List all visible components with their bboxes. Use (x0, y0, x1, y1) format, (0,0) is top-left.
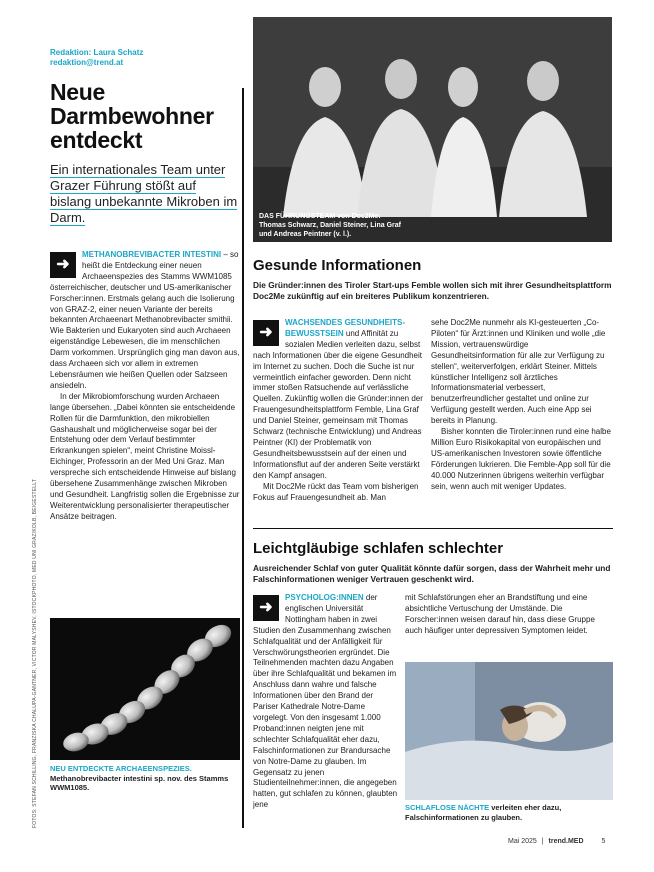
article3-col2: mit Schlafstörungen eher an Brandstiftung und eine absichtliche Vertuschung der Umstände. Die Forscher:innen weisen darauf hin, dass diese Gruppe auch häufiger unter depressiven Symptomen leidet. (405, 593, 595, 635)
main-article-lead: METHANOBREVIBACTER INTESTINI (82, 250, 222, 259)
redaktion-block (50, 48, 143, 68)
microscope-caption-text: Methanobrevibacter intestini sp. nov. des Stamms WWM1085. (50, 773, 229, 792)
headline-line-1: Neue (50, 79, 106, 105)
redaktion-email[interactable]: redaktion@trend.at (50, 58, 124, 67)
main-subhead: Ein internationales Team unter Grazer Führung stößt auf bislang unbekannte Mikroben im Darm. (50, 162, 238, 225)
microscope-caption (50, 764, 240, 793)
photo-credit: FOTOS: STEFAN SCHILLING, FRANZISKA CHALUPA-GANTNER, VICTOR MALYSHEV, ISTOCKPHOTO, MED UNI GRAZ/KOLB, BEIGESTELLT (32, 478, 38, 828)
footer-date: Mai 2025 (508, 838, 537, 845)
arrow-right-icon: ➜ (50, 252, 76, 278)
article3-title: Leichtgläubige schlafen schlechter (253, 540, 504, 557)
sleepless-caption: SCHLAFLOSE NÄCHTE verleiten eher dazu, Falschinformationen zu glauben. (405, 803, 562, 822)
archaea-chain-illustration (50, 618, 240, 760)
column-divider (242, 88, 244, 828)
section-divider (253, 528, 613, 529)
main-article-p2: In der Mikrobiomforschung wurden Archaeen lange übersehen. „Dabei könnten sie entscheidende Rollen für die Darmfunktion, den mikrobiellen Gashaushalt und möglicherweise sogar bei der Entstehung oder dem Verlauf bestimmter Erkrankungen spielen“, meint Christine Moissl-Eichinger, Professorin an der Med Uni Graz. Man verspreche sich entscheidende Hinweise auf bislang übersehene Zusammenhänge zwischen Mikroben und Gesundheit. Langfristig sollen die Ergebnisse zur Weiterentwicklung personalisierter therapeutischer Ansätze beitragen. (50, 391, 240, 521)
article2-lead: WACHSENDES GESUNDHEITS-BEWUSSTSEIN (285, 318, 406, 338)
main-article-p1: – so heißt die Entdeckung einer neuen Archaeenspezies des Stamms WWM1085 österreichischer, deutscher und US-amerikanischer Forscher:innen. Erstmals gelang auch die Isolierung von GRAZ-2, einer neuen Variante der bereits bekannten Archaeenart Methanobrevibacter smithii. Wie Bakterien und Eukaryoten sind auch Archaeen eigenständige Lebewesen, die im menschlichen Darm vorkommen. Ursprünglich ging man davon aus, dass Archaeen sich vor allem in extremen Lebensräumen wie heißen Quellen oder Salzseen ansiedeln. (50, 250, 240, 390)
footer-brand: trend.MED (548, 838, 584, 845)
sleepless-photo-illustration (405, 662, 613, 800)
headline-line-2: Darmbewohner (50, 103, 214, 129)
redaktion-name: Redaktion: Laura Schatz (50, 48, 144, 57)
article2-subtitle: Die Gründer:innen des Tiroler Start-ups Femble wollen sich mit ihrer Gesundheitsplattform Doc2Me zukünftig auf ein breiteres Publikum konzentrieren. (253, 280, 612, 301)
headline-line-3: entdeckt (50, 127, 143, 153)
article2-title: Gesunde Informationen (253, 257, 422, 274)
arrow-right-icon: ➜ (253, 595, 279, 621)
microscope-photo (50, 618, 240, 760)
page-number: 5 (601, 838, 606, 845)
team-photo-illustration (253, 17, 612, 242)
article3-subtitle: Ausreichender Schlaf von guter Qualität könnte dafür sorgen, dass der Wahrheit mehr und Falschinformationen weniger Vertrauen geschenkt wird. (253, 563, 611, 584)
arrow-right-icon: ➜ (253, 320, 279, 346)
article3-lead: PSYCHOLOG:INNEN (285, 593, 364, 602)
article2-col1: WACHSENDES GESUNDHEITS-BEWUSSTSEIN und Affinität zu sozialen Medien verleiten dazu, selbst nach Informationen über die eigene Gesundheit im Internet zu suchen. Doch die Suche ist nur vermeintlich einfacher geworden. Denn nicht immer stoßen Ratsuchende auf verlässliche Quellen. Zukünftig wollen die Gründer:innen der Frauengesundheitsplattform Femble, Lina Graf und Daniel Steiner, gemeinsam mit Thomas Schwarz (technische Entwicklung) und Andreas Peintner (KI) der Problematik von Gesundheitsbewusstsein auf der einen und Informationsflut auf der anderen Seite verstärkt den Kampf ansagen. Mit Doc2Me rückt das Team vom bisherigen Fokus auf Frauengesundheit ab. Man (253, 318, 423, 502)
team-photo-caption: DAS FÜHRUNGSTEAM von Doc2Me: Thomas Schwarz, Daniel Steiner, Lina Graf und Andreas Peintner (v. l.). (259, 213, 401, 238)
page-footer: Mai 2025 | trend.MED 5 (508, 838, 606, 845)
team-photo (253, 17, 612, 242)
main-headline (50, 80, 245, 152)
main-article-body (50, 250, 240, 523)
microscope-caption-title: NEU ENTDECKTE ARCHAEENSPEZIES. (50, 764, 192, 773)
article2-col2: sehe Doc2Me nunmehr als KI-gesteuerten „Co-Piloten“ für Ärzt:innen und Kliniken und wolle „die Mission, vertrauenswürdige Gesundheitsinformation für alle zur Verfügung zu stellen“, weiterverfolgen, erklärt Steiner. Mittels künstlicher Intelligenz soll ärztliches Informationsmaterial verbessert, benutzerfreundlicher gestaltet und online zur Verfügung gestellt werden. Auch eine App sei bereits in Planung. Bisher konnten die Tiroler:innen rund eine halbe Million Euro Risikokapital von europäischen und US-amerikanischen Investoren sowie öffentliche Förderungen lukrieren. Die Femble-App soll für die 40.000 Nutzerinnen übrigens weiterhin verfügbar sein, wenn auch mit weniger Updates. (431, 318, 611, 491)
article3-col1: PSYCHOLOG:INNEN der englischen Universität Nottingham haben in zwei Studien den Zusammenhang zwischen Schlafqualität und der Anfälligkeit für Verschwörungstheorien ergründet. Die Teilnehmenden machten dazu Angaben über ihre Schlafqualität und bekamen im Anschluss dann wahre und falsche Informationen über den Brand der Pariser Kathedrale Notre-Dame vorgelegt. Von den insgesamt 1.000 Proband:innen neigten jene mit schlechter Schlafqualität eher dazu, Falschinformationen zur Brandursache von Notre-Dame zu glauben. Im Gegensatz zu jenen Studienteilnehmer:innen, die angegeben hatten, gut schlafen zu können, glaubten jene (253, 593, 398, 810)
sleepless-photo (405, 662, 613, 800)
